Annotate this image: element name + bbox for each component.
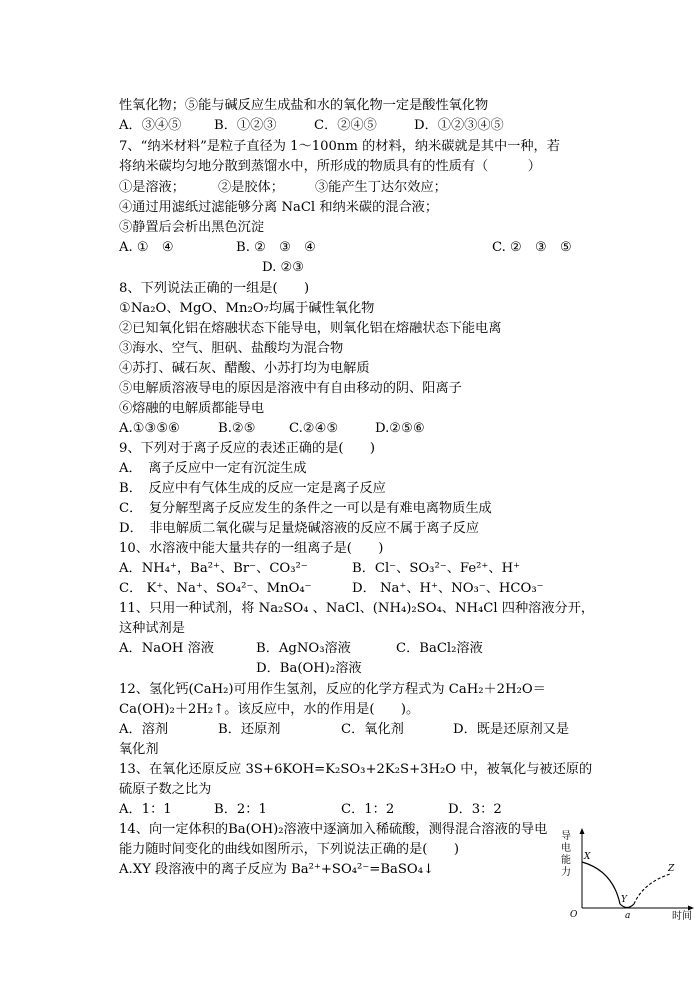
q7-option-a: A. ① ④ bbox=[119, 240, 174, 255]
q14-stem-line2: 能力随时间变化的曲线如图所示，下列说法正确的是( ) bbox=[119, 842, 459, 857]
q8-option-c: C.②④⑤ bbox=[289, 421, 339, 436]
q7-option-c: C. ② ③ ⑤ bbox=[492, 240, 572, 255]
q11-option-c: C．BaCl₂溶液 bbox=[396, 641, 483, 656]
q8-option-b: B.②⑤ bbox=[218, 421, 256, 436]
q6-option-b: B．①②③ bbox=[214, 118, 277, 133]
q9-stem: 9、下列对于离子反应的表述正确的是( ) bbox=[119, 441, 376, 456]
q8-statement-2: ②已知氧化铝在熔融状态下能导电，则氧化铝在熔融状态下能电离 bbox=[119, 321, 502, 336]
graph-point-x: X bbox=[584, 852, 591, 862]
q7-stem-line2: 将纳米碳均匀地分散到蒸馏水中，所形成的物质具有的性质有（ ） bbox=[119, 159, 541, 174]
q13-stem-line1: 13、在氧化还原反应 3S+6KOH=K₂SO₃+2K₂S+3H₂O 中，被氧化与被还原的 bbox=[119, 762, 593, 777]
q12-option-c: C．氧化剂 bbox=[341, 722, 404, 737]
graph-origin: O bbox=[570, 910, 578, 920]
q10-stem: 10、水溶液中能大量共存的一组离子是( ) bbox=[119, 541, 384, 556]
q11-stem-line1: 11、只用一种试剂，将 Na₂SO₄ 、NaCl、(NH₄)₂SO₄、NH₄Cl 四种溶液分开， bbox=[119, 601, 595, 616]
graph-y-arrow bbox=[580, 828, 585, 834]
q10-option-c: C． K⁺、Na⁺、SO₄²⁻、MnO₄⁻ bbox=[119, 581, 312, 596]
q7-option-b: B. ② ③ ④ bbox=[236, 240, 316, 255]
q8-option-a: A.①③⑤⑥ bbox=[119, 421, 181, 436]
q8-statement-3: ③海水、空气、胆矾、盐酸均为混合物 bbox=[119, 341, 344, 356]
graph-ylabel-2: 电 bbox=[561, 843, 571, 854]
graph-xlabel: 时间 bbox=[672, 911, 692, 920]
q7-statement-4: ④通过用滤纸过滤能够分离 NaCl 和纳米碳的混合液； bbox=[119, 200, 439, 215]
q14-option-a: A.XY 段溶液中的离子反应为 Ba²⁺+SO₄²⁻=BaSO₄↓ bbox=[119, 862, 435, 877]
graph-ylabel-3: 能 bbox=[561, 855, 571, 866]
q11-option-b: B．AgNO₃溶液 bbox=[256, 641, 351, 656]
q6-option-a: A．③④⑤ bbox=[119, 118, 182, 133]
q12-stem-line2: Ca(OH)₂＋2H₂↑。该反应中，水的作用是( )。 bbox=[119, 702, 420, 717]
graph-point-a: a bbox=[625, 911, 631, 920]
q8-stem: 8、下列说法正确的一组是( ) bbox=[119, 281, 310, 296]
q12-option-d-cont: 氧化剂 bbox=[119, 742, 159, 757]
q11-option-d: D．Ba(OH)₂溶液 bbox=[256, 661, 362, 676]
graph-ylabel-1: 导 bbox=[561, 831, 571, 842]
q12-option-d: D．既是还原剂又是 bbox=[453, 722, 570, 737]
q12-option-b: B．还原剂 bbox=[218, 722, 281, 737]
q14-stem-line1: 14、向一定体积的Ba(OH)₂溶液中逐滴加入稀硫酸，测得混合溶液的导电 bbox=[119, 822, 548, 837]
q7-stem-line1: 7、“纳米材料”是粒子直径为 1～100nm 的材料，纳米碳就是其中一种，若 bbox=[119, 139, 560, 154]
q13-stem-line2: 硫原子数之比为 bbox=[119, 782, 212, 797]
q11-option-a: A．NaOH 溶液 bbox=[119, 641, 214, 656]
q7-statement-1: ①是溶液； bbox=[119, 180, 185, 195]
q13-option-b: B．2：1 bbox=[214, 802, 267, 817]
q9-option-d: D． 非电解质二氧化碳与足量烧碱溶液的反应不属于离子反应 bbox=[119, 521, 480, 536]
q12-option-a: A．溶剂 bbox=[119, 722, 169, 737]
q6-option-c: C．②④⑤ bbox=[314, 118, 377, 133]
q13-option-d: D．3：2 bbox=[448, 802, 502, 817]
graph-point-y: Y bbox=[621, 895, 627, 905]
q10-option-b: B．Cl⁻、SO₃²⁻、Fe²⁺、H⁺ bbox=[352, 561, 521, 576]
graph-curve-xy bbox=[582, 862, 620, 904]
q9-option-c: C． 复分解型离子反应发生的条件之一可以是有难电离物质生成 bbox=[119, 501, 492, 516]
q8-option-d: D.②⑤⑥ bbox=[375, 421, 425, 436]
graph-point-z: Z bbox=[668, 864, 675, 874]
q9-option-a: A． 离子反应中一定有沉淀生成 bbox=[119, 461, 307, 476]
q7-option-d: D. ②③ bbox=[262, 260, 305, 275]
q12-stem-line1: 12、氢化钙(CaH₂)可用作生氢剂，反应的化学方程式为 CaH₂＋2H₂O＝ bbox=[119, 682, 546, 697]
graph-x-arrow bbox=[688, 906, 694, 911]
q13-option-c: C．1：2 bbox=[341, 802, 395, 817]
q11-stem-line2: 这种试剂是 bbox=[119, 621, 185, 636]
conductivity-graph bbox=[560, 818, 696, 920]
graph-curve-yz bbox=[634, 874, 670, 904]
q7-statement-2: ②是胶体； bbox=[218, 180, 284, 195]
q8-statement-5: ⑤电解质溶液导电的原因是溶液中有自由移动的阴、阳离子 bbox=[119, 381, 462, 396]
q9-option-b: B． 反应中有气体生成的反应一定是离子反应 bbox=[119, 481, 386, 496]
q13-option-a: A．1：1 bbox=[119, 802, 172, 817]
q6-tail: 性氧化物；⑤能与碱反应生成盐和水的氧化物一定是酸性氧化物 bbox=[119, 98, 489, 113]
graph-ylabel-4: 力 bbox=[561, 867, 571, 878]
q7-statement-5: ⑤静置后会析出黑色沉淀 bbox=[119, 220, 265, 235]
q8-statement-1: ①Na₂O、MgO、Mn₂O₇均属于碱性氧化物 bbox=[119, 301, 375, 316]
q10-option-d: D． Na⁺、H⁺、NO₃⁻、HCO₃⁻ bbox=[352, 581, 544, 596]
q7-statement-3: ③能产生丁达尔效应； bbox=[315, 180, 447, 195]
q8-statement-4: ④苏打、碱石灰、醋酸、小苏打均为电解质 bbox=[119, 361, 370, 376]
q6-option-d: D．①②③④⑤ bbox=[414, 118, 504, 133]
q10-option-a: A．NH₄⁺，Ba²⁺、Br⁻、CO₃²⁻ bbox=[119, 561, 308, 576]
q8-statement-6: ⑥熔融的电解质都能导电 bbox=[119, 401, 265, 416]
